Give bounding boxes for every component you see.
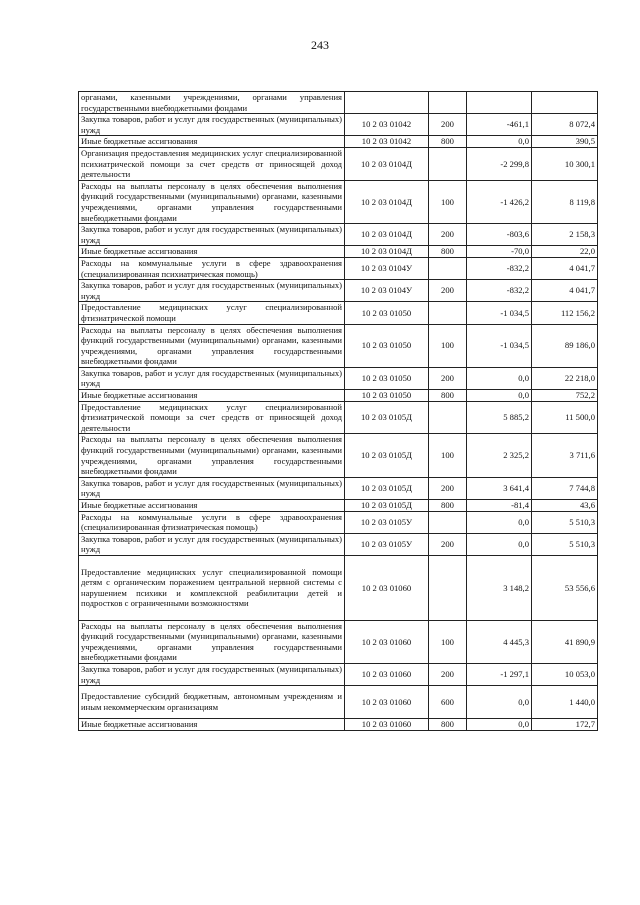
target-code-cell: 10 2 03 0105У [345, 511, 429, 533]
change-amount-cell: 4 445,3 [467, 620, 532, 663]
budget-table-body [79, 92, 598, 731]
total-amount-cell: 22,0 [532, 246, 598, 258]
change-amount-cell: 3 148,2 [467, 556, 532, 621]
expense-name-cell: Закупка товаров, работ и услуг для государственных (муниципальных) нужд [79, 367, 345, 389]
table-row [79, 224, 598, 246]
table-row [79, 500, 598, 512]
target-code-cell: 10 2 03 0105Д [345, 477, 429, 499]
expense-name-cell: Расходы на коммунальные услуги в сфере здравоохранения (специализированная психиатрическая помощь) [79, 257, 345, 279]
expense-type-cell: 200 [429, 367, 467, 389]
total-amount-cell: 10 053,0 [532, 664, 598, 686]
change-amount-cell [467, 92, 532, 114]
expense-type-cell: 100 [429, 180, 467, 223]
target-code-cell: 10 2 03 0104У [345, 280, 429, 302]
change-amount-cell: 0,0 [467, 533, 532, 555]
expense-type-cell: 800 [429, 136, 467, 148]
change-amount-cell: 0,0 [467, 390, 532, 402]
change-amount-cell: -1 297,1 [467, 664, 532, 686]
total-amount-cell: 53 556,6 [532, 556, 598, 621]
target-code-cell: 10 2 03 0105У [345, 533, 429, 555]
target-code-cell: 10 2 03 0105Д [345, 434, 429, 477]
table-row [79, 280, 598, 302]
change-amount-cell: 0,0 [467, 511, 532, 533]
target-code-cell: 10 2 03 01050 [345, 390, 429, 402]
table-row [79, 718, 598, 730]
table-row [79, 620, 598, 663]
expense-name-cell: Закупка товаров, работ и услуг для государственных (муниципальных) нужд [79, 280, 345, 302]
table-row [79, 511, 598, 533]
total-amount-cell: 2 158,3 [532, 224, 598, 246]
expense-type-cell [429, 147, 467, 180]
table-row [79, 686, 598, 719]
target-code-cell: 10 2 03 01060 [345, 686, 429, 719]
total-amount-cell: 8 072,4 [532, 114, 598, 136]
expense-type-cell [429, 92, 467, 114]
change-amount-cell: -1 426,2 [467, 180, 532, 223]
expense-type-cell: 800 [429, 500, 467, 512]
target-code-cell: 10 2 03 01050 [345, 324, 429, 367]
table-row [79, 136, 598, 148]
change-amount-cell: -81,4 [467, 500, 532, 512]
change-amount-cell: 0,0 [467, 136, 532, 148]
expense-name-cell: Закупка товаров, работ и услуг для государственных (муниципальных) нужд [79, 224, 345, 246]
total-amount-cell: 41 890,9 [532, 620, 598, 663]
expense-name-cell: Закупка товаров, работ и услуг для государственных (муниципальных) нужд [79, 664, 345, 686]
expense-type-cell: 200 [429, 114, 467, 136]
total-amount-cell: 390,5 [532, 136, 598, 148]
table-row [79, 390, 598, 402]
total-amount-cell: 4 041,7 [532, 257, 598, 279]
table-row [79, 92, 598, 114]
table-row [79, 401, 598, 434]
change-amount-cell: 5 885,2 [467, 401, 532, 434]
table-row [79, 114, 598, 136]
expense-name-cell: Предоставление медицинских услуг специализированной помощи детям с органическим поражением центральной нервной системы с нарушением психики и комплексной реабилитации детей и подростков с ограниченными возможностями [79, 556, 345, 621]
target-code-cell: 10 2 03 01050 [345, 367, 429, 389]
expense-type-cell: 100 [429, 620, 467, 663]
target-code-cell: 10 2 03 01042 [345, 114, 429, 136]
change-amount-cell: 3 641,4 [467, 477, 532, 499]
expense-type-cell: 200 [429, 224, 467, 246]
target-code-cell [345, 92, 429, 114]
expense-name-cell: Предоставление медицинских услуг специализированной фтизиатрической помощи за счет средств от приносящей доход деятельности [79, 401, 345, 434]
total-amount-cell: 10 300,1 [532, 147, 598, 180]
table-row [79, 367, 598, 389]
target-code-cell: 10 2 03 0104У [345, 257, 429, 279]
expense-name-cell: Расходы на выплаты персоналу в целях обеспечения выполнения функций государственными (муниципальными) органами, казенными учреждениями, органами управления государственными внебюджетными фондами [79, 324, 345, 367]
expense-name-cell: Иные бюджетные ассигнования [79, 500, 345, 512]
total-amount-cell: 4 041,7 [532, 280, 598, 302]
table-row [79, 664, 598, 686]
target-code-cell: 10 2 03 0104Д [345, 147, 429, 180]
total-amount-cell: 43,6 [532, 500, 598, 512]
expense-type-cell: 200 [429, 477, 467, 499]
total-amount-cell: 22 218,0 [532, 367, 598, 389]
target-code-cell: 10 2 03 01060 [345, 718, 429, 730]
total-amount-cell: 89 186,0 [532, 324, 598, 367]
total-amount-cell [532, 92, 598, 114]
change-amount-cell: -2 299,8 [467, 147, 532, 180]
table-row [79, 180, 598, 223]
target-code-cell: 10 2 03 0104Д [345, 246, 429, 258]
total-amount-cell: 7 744,8 [532, 477, 598, 499]
expense-name-cell: Расходы на выплаты персоналу в целях обеспечения выполнения функций государственными (муниципальными) органами, казенными учреждениями, органами управления государственными внебюджетными фондами [79, 180, 345, 223]
target-code-cell: 10 2 03 0104Д [345, 224, 429, 246]
expense-name-cell: Иные бюджетные ассигнования [79, 718, 345, 730]
table-row [79, 147, 598, 180]
target-code-cell: 10 2 03 01042 [345, 136, 429, 148]
expense-name-cell: Закупка товаров, работ и услуг для государственных (муниципальных) нужд [79, 114, 345, 136]
expense-type-cell [429, 302, 467, 324]
expense-name-cell: Закупка товаров, работ и услуг для государственных (муниципальных) нужд [79, 533, 345, 555]
expense-type-cell: 200 [429, 280, 467, 302]
expense-name-cell: Иные бюджетные ассигнования [79, 390, 345, 402]
target-code-cell: 10 2 03 01060 [345, 620, 429, 663]
expense-name-cell: Расходы на выплаты персоналу в целях обеспечения выполнения функций государственными (муниципальными) органами, казенными учреждениями, органами управления государственными внебюджетными фондами [79, 434, 345, 477]
expense-type-cell: 800 [429, 718, 467, 730]
change-amount-cell: 0,0 [467, 718, 532, 730]
expense-type-cell: 800 [429, 390, 467, 402]
change-amount-cell: 0,0 [467, 367, 532, 389]
expense-name-cell: органами, казенными учреждениями, органами управления государственными внебюджетными фондами [79, 92, 345, 114]
table-row [79, 533, 598, 555]
target-code-cell: 10 2 03 01050 [345, 302, 429, 324]
total-amount-cell: 3 711,6 [532, 434, 598, 477]
table-row [79, 477, 598, 499]
expense-type-cell: 200 [429, 664, 467, 686]
budget-table [78, 91, 598, 731]
expense-type-cell: 200 [429, 533, 467, 555]
change-amount-cell: -832,2 [467, 257, 532, 279]
total-amount-cell: 8 119,8 [532, 180, 598, 223]
expense-name-cell: Предоставление субсидий бюджетным, автономным учреждениям и иным некоммерческим организациям [79, 686, 345, 719]
table-row [79, 434, 598, 477]
change-amount-cell: 2 325,2 [467, 434, 532, 477]
table-row [79, 556, 598, 621]
expense-name-cell: Иные бюджетные ассигнования [79, 136, 345, 148]
change-amount-cell: -803,6 [467, 224, 532, 246]
target-code-cell: 10 2 03 0105Д [345, 401, 429, 434]
expense-name-cell: Расходы на коммунальные услуги в сфере здравоохранения (специализированная фтизиатрическая помощь) [79, 511, 345, 533]
total-amount-cell: 752,2 [532, 390, 598, 402]
change-amount-cell: -70,0 [467, 246, 532, 258]
expense-type-cell [429, 511, 467, 533]
change-amount-cell: -461,1 [467, 114, 532, 136]
expense-type-cell: 600 [429, 686, 467, 719]
target-code-cell: 10 2 03 0104Д [345, 180, 429, 223]
total-amount-cell: 11 500,0 [532, 401, 598, 434]
change-amount-cell: -1 034,5 [467, 324, 532, 367]
expense-name-cell: Организация предоставления медицинских услуг специализированной психиатрической помощи за счет средств от приносящей доход деятельности [79, 147, 345, 180]
expense-type-cell [429, 556, 467, 621]
change-amount-cell: -1 034,5 [467, 302, 532, 324]
total-amount-cell: 5 510,3 [532, 533, 598, 555]
change-amount-cell: 0,0 [467, 686, 532, 719]
total-amount-cell: 1 440,0 [532, 686, 598, 719]
expense-name-cell: Иные бюджетные ассигнования [79, 246, 345, 258]
table-row [79, 324, 598, 367]
expense-type-cell [429, 401, 467, 434]
expense-name-cell: Предоставление медицинских услуг специализированной фтизиатрической помощи [79, 302, 345, 324]
table-row [79, 302, 598, 324]
table-row [79, 246, 598, 258]
expense-name-cell: Закупка товаров, работ и услуг для государственных (муниципальных) нужд [79, 477, 345, 499]
expense-type-cell: 100 [429, 434, 467, 477]
total-amount-cell: 112 156,2 [532, 302, 598, 324]
expense-name-cell: Расходы на выплаты персоналу в целях обеспечения выполнения функций государственными (муниципальными) органами, казенными учреждениями, органами управления государственными внебюджетными фондами [79, 620, 345, 663]
expense-type-cell: 800 [429, 246, 467, 258]
target-code-cell: 10 2 03 0105Д [345, 500, 429, 512]
target-code-cell: 10 2 03 01060 [345, 664, 429, 686]
table-row [79, 257, 598, 279]
expense-type-cell: 100 [429, 324, 467, 367]
total-amount-cell: 172,7 [532, 718, 598, 730]
total-amount-cell: 5 510,3 [532, 511, 598, 533]
page-number: 243 [311, 38, 329, 52]
change-amount-cell: -832,2 [467, 280, 532, 302]
target-code-cell: 10 2 03 01060 [345, 556, 429, 621]
expense-type-cell [429, 257, 467, 279]
